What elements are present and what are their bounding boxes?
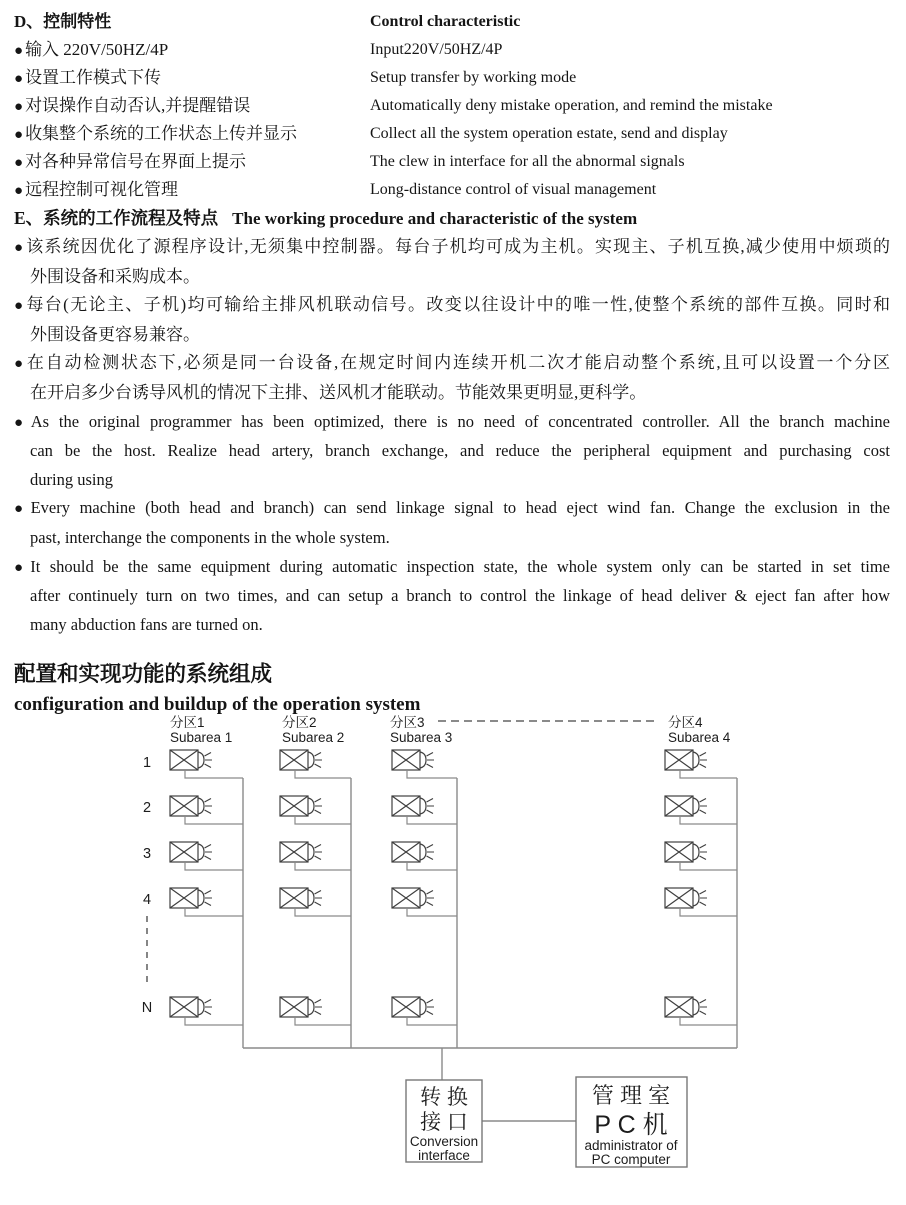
conversion-box-cn-line2: 接 口 [420,1111,468,1134]
d-row-text: 收集整个系统的工作状态上传并显示 [25,124,298,143]
section-d-title-en: Control characteristic [370,13,521,30]
fan-unit-icon [392,842,434,862]
d-row-en: Setup transfer by working mode [370,69,577,86]
fan-unit-icon [665,842,707,862]
connector-line [185,770,243,778]
section-control-characteristic [14,8,890,204]
row-label: N [141,1000,153,1016]
section-e-title-en: The working procedure and characteristic of the system [232,209,638,228]
bullet-icon: ● [14,127,24,143]
d-row-text: 输入 220V/50HZ/4P [25,40,169,59]
bullet-text: It should be the same equipment during automatic inspection state, the whole system only can be started in set time [30,556,891,576]
d-row-text: 对各种异常信号在界面上提示 [25,152,247,171]
bullet-icon: ● [14,155,24,171]
d-row-text: 设置工作模式下传 [25,68,162,87]
bullet-line: after continuely turn on two times, and can setup a branch to control the linkage of head deliver & eject fan after how [30,586,890,606]
d-row-en: Collect all the system operation estate, send and display [370,125,728,142]
connector-line [680,862,737,870]
conversion-interface-box [406,1080,482,1163]
connector-line [407,816,457,824]
bullet-line: can be the host. Realize head artery, branch exchange, and reduce the peripheral equipment and purchasing cost [30,441,890,461]
management-pc-box [576,1077,687,1167]
system-diagram [0,700,906,1200]
connector-line [295,908,351,916]
fan-unit-icon [280,842,322,862]
conversion-box-cn-line1: 转 换 [420,1086,468,1109]
fan-unit-icon [665,796,707,816]
fan-unit-icon [170,796,212,816]
fan-unit-icon [170,997,212,1017]
conversion-box-en-line1: Conversion [409,1134,479,1149]
bullet-line [14,291,890,321]
d-row-text: 远程控制可视化管理 [25,180,179,199]
connector-line [185,862,243,870]
section-e-title-cn: E、系统的工作流程及特点 [14,208,219,228]
row-label: 3 [142,846,152,862]
pc-box-en-line1: administrator of [584,1138,678,1153]
subarea-label-cn: 分区3 [390,715,425,730]
connector-line [680,1017,737,1025]
fan-units [170,750,707,1017]
connector-line [680,770,737,778]
connector-line [185,816,243,824]
subarea-label-en: Subarea 1 [170,730,233,745]
d-row-text: 对误操作自动否认,并提醒错误 [25,96,251,115]
d-row-en: Long-distance control of visual management [370,181,657,198]
bullet-text: As the original programmer has been optimized, there is no need of concentrated controller. All the branch machine [30,411,891,431]
fan-unit-icon [280,997,322,1017]
bullet-icon: ● [14,43,24,59]
connector-line [407,908,457,916]
bullet-icon: ● [14,99,24,115]
bullet-line [14,349,890,379]
bullet-text: Every machine (both head and branch) can send linkage signal to head eject wind fan. Change the exclusion in the [30,498,890,518]
subarea-label-cn: 分区2 [282,715,317,730]
section-e-title [14,204,890,233]
fan-unit-icon [392,750,434,770]
row-label: 4 [142,892,152,908]
bullet-icon: ● [14,71,24,87]
connector-line [295,816,351,824]
fan-unit-icon [392,796,434,816]
bullet-line [14,494,890,524]
bullet-line [14,233,890,263]
d-row-cn [14,148,370,176]
connector-line [185,1017,243,1025]
fan-unit-icon [665,888,707,908]
d-row-en: Input220V/50HZ/4P [370,41,503,58]
connector-line [680,816,737,824]
config-title-en: configuration and buildup of the operation system [14,694,421,716]
bullet-line: 外围设备更容易兼容。 [30,324,200,344]
bullet-icon: ● [14,183,24,199]
section-d-title-cn: D、控制特性 [14,12,112,31]
fan-unit-icon [170,888,212,908]
bullet-line [14,553,890,583]
fan-unit-icon [280,750,322,770]
connector-line [295,862,351,870]
d-row-en: Automatically deny mistake operation, and remind the mistake [370,97,773,114]
connector-line [295,770,351,778]
fan-unit-icon [392,888,434,908]
subarea-label-en: Subarea 3 [390,730,453,745]
subarea-label-cn: 分区4 [668,715,703,730]
subarea-label-cn: 分区1 [170,715,205,730]
subarea-label-en: Subarea 4 [668,730,731,745]
d-row-en: The clew in interface for all the abnormal signals [370,153,685,170]
bullet-icon: ● [14,414,29,431]
d-row-cn [14,120,370,148]
connector-line [407,770,457,778]
bullet-line: 在开启多少台诱导风机的情况下主排、送风机才能联动。节能效果更明显,更科学。 [30,382,647,402]
row-label: 1 [142,755,152,771]
bullet-icon: ● [14,298,25,315]
fan-unit-icon [170,842,212,862]
connector-lines [185,770,737,1025]
bullet-line: past, interchange the components in the whole system. [30,527,390,547]
pc-box-cn-line1: 管 理 室 [591,1083,671,1108]
subarea-label-en: Subarea 2 [282,730,345,745]
subarea-labels [170,715,731,745]
fan-unit-icon [280,796,322,816]
bullet-line: many abduction fans are turned on. [30,614,263,634]
config-title-cn: 配置和实现功能的系统组成 [14,662,273,687]
bullet-icon: ● [14,356,25,373]
connector-line [407,1017,457,1025]
connector-line [407,862,457,870]
d-row-cn [14,64,370,92]
pc-box-cn-line2: P C 机 [594,1111,668,1139]
fan-unit-icon [665,750,707,770]
connector-line [185,908,243,916]
bullet-line: during using [30,469,113,489]
bullet-icon: ● [14,240,25,256]
bus-lines [243,778,737,1121]
bullet-line: 外围设备和采购成本。 [30,266,200,286]
bullet-text: 在自动检测状态下,必须是同一台设备,在规定时间内连续开机二次才能启动整个系统,且可以设置一个分区 [26,353,891,373]
pc-box-en-line2: PC computer [591,1152,671,1167]
bullet-text: 该系统因优化了源程序设计,无须集中控制器。每台子机均可成为主机。实现主、子机互换,减少使用中烦琐的 [26,237,890,256]
bullet-icon: ● [14,501,29,518]
fan-unit-icon [665,997,707,1017]
row-label: 2 [142,800,152,816]
section-e-bullets [14,233,890,639]
fan-unit-icon [170,750,212,770]
bullet-line [14,408,890,438]
conversion-box-en-line2: interface [418,1148,470,1163]
connector-line [680,908,737,916]
d-row-cn [14,92,370,120]
fan-unit-icon [280,888,322,908]
bullet-icon: ● [14,559,29,576]
connector-line [295,1017,351,1025]
d-row-cn [14,36,370,64]
fan-unit-icon [392,997,434,1017]
bullet-text: 每台(无论主、子机)均可输给主排风机联动信号。改变以往设计中的唯一性,使整个系统的部件互换。同时和 [26,295,890,315]
d-row-cn [14,176,370,204]
